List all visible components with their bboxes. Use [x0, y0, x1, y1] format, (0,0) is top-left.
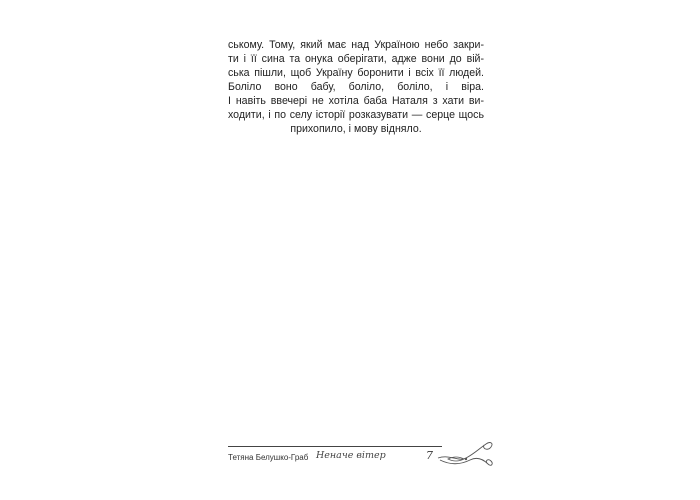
footer-author: Тетяна Белушко-Граб — [228, 453, 309, 462]
flourish-ornament-icon — [436, 436, 496, 472]
footer-book-title: Неначе вітер — [316, 450, 386, 461]
footer-divider — [228, 446, 442, 447]
body-paragraph — [228, 38, 484, 136]
text-line: І навіть ввечері не хотіла баба Наталя з хати ви- — [228, 95, 484, 107]
page-number: 7 — [426, 449, 433, 462]
text-line: ському. Тому, який має над Україною небо закри- — [228, 39, 484, 51]
text-line: ти і її сина та онука оберігати, адже вони до вій- — [228, 53, 484, 65]
text-line: прихопило, і мову відняло. — [290, 123, 422, 135]
text-line: ходити, і по селу історії розказувати — серце щось — [228, 109, 484, 121]
text-line: ська пішли, щоб Україну боронити і всіх її людей. — [228, 67, 484, 79]
text-line: Боліло воно бабу, боліло, боліло, і віра. — [228, 81, 484, 93]
